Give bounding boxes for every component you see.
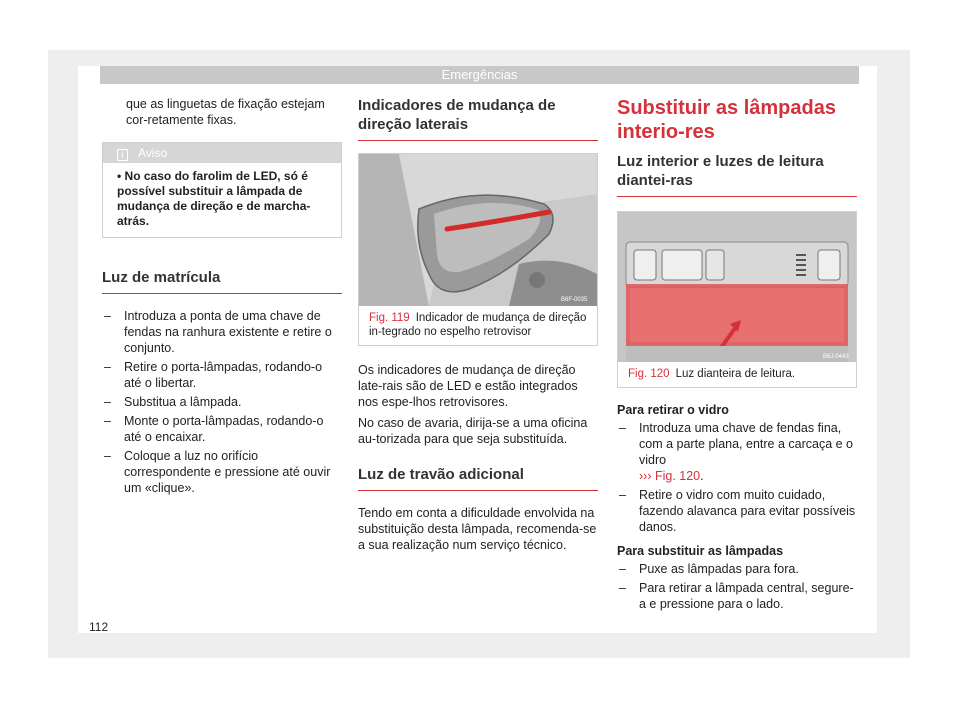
left-column — [102, 96, 342, 499]
page-header: Emergências — [100, 66, 859, 84]
section-heading-luz-matricula: Luz de matrícula — [102, 268, 342, 294]
figure-caption — [359, 306, 597, 345]
section-title: Para retirar o vidro — [617, 403, 729, 417]
aviso-box — [102, 142, 342, 238]
figure-code: B6F-0035 — [561, 297, 588, 303]
figure-code: B6J-0443 — [823, 354, 849, 360]
list-item: – Retire o vidro com muito cuidado, fazendo alavanca para evitar possíveis danos. — [617, 487, 857, 535]
list-item: – Para retirar a lâmpada central, segure-a e pressione para o lado. — [617, 580, 857, 612]
step-text: Introduza uma chave de fendas fina, com a parte plana, entre a carcaça e o vidro — [639, 421, 854, 467]
steps-list — [617, 561, 857, 612]
figure-caption — [618, 362, 856, 387]
caption-text: Indicador de mudança de direção in-tegrado no espelho retrovisor — [369, 312, 587, 338]
figure-119 — [358, 153, 598, 346]
figure-reference-link[interactable]: ››› Fig. 120 — [639, 469, 701, 483]
paragraph: No caso de avaria, dirija-se a uma oficina au-torizada para que seja substituída. — [358, 416, 588, 446]
aviso-text-content: No caso do farolim de LED, só é possível substituir a lâmpada de mudança de direção e de marcha-atrás. — [117, 169, 311, 228]
middle-column — [358, 96, 598, 558]
list-item: – Monte o porta-lâmpadas, rodando-o até o encaixar. — [102, 413, 342, 445]
list-item: – Introduza a ponta de uma chave de fendas na ranhura existente e retire o conjunto. — [102, 308, 342, 356]
list-item: – Substitua a lâmpada. — [102, 394, 342, 410]
steps-list — [617, 420, 857, 535]
chapter-title: Substituir as lâmpadas interio-res — [617, 97, 836, 143]
figure-label: Fig. 119 — [369, 312, 410, 324]
aviso-label: Aviso — [138, 146, 168, 160]
section-title: Para substituir as lâmpadas — [617, 544, 784, 558]
info-icon: i — [117, 149, 128, 161]
page-number: 112 — [89, 620, 109, 634]
list-item — [617, 420, 857, 484]
step-end: . — [700, 469, 704, 483]
subheading-luz-interior: Luz interior e luzes de leitura diantei-ras — [617, 152, 857, 197]
right-column — [617, 96, 857, 615]
figure-120 — [617, 211, 857, 388]
list-item: – Puxe as lâmpadas para fora. — [617, 561, 857, 577]
steps-list — [102, 308, 342, 496]
list-item: – Coloque a luz no orifício correspondente e pressione até ouvir um «clique». — [102, 448, 342, 496]
aviso-text: • No caso do farolim de LED, só é possível substituir a lâmpada de mudança de direção e de marcha-atrás. — [117, 169, 311, 228]
paragraph: Os indicadores de mudança de direção late-rais são de LED e estão integrados nos espe-lhos retrovisores. — [358, 363, 578, 409]
section-heading-travao: Luz de travão adicional — [358, 465, 598, 491]
paragraph: Tendo em conta a dificuldade envolvida na substituição desta lâmpada, recomenda-se a sua realização num serviço técnico. — [358, 506, 597, 552]
section-heading-indicadores: Indicadores de mudança de direção laterais — [358, 96, 598, 141]
reading-light-illustration — [618, 212, 856, 362]
continued-text: que as linguetas de fixação estejam cor-retamente fixas. — [126, 97, 325, 127]
list-item: – Retire o porta-lâmpadas, rodando-o até o libertar. — [102, 359, 342, 391]
caption-text: Luz dianteira de leitura. — [675, 368, 796, 380]
mirror-illustration — [359, 154, 597, 306]
figure-label: Fig. 120 — [628, 368, 670, 380]
aviso-header — [103, 143, 341, 163]
